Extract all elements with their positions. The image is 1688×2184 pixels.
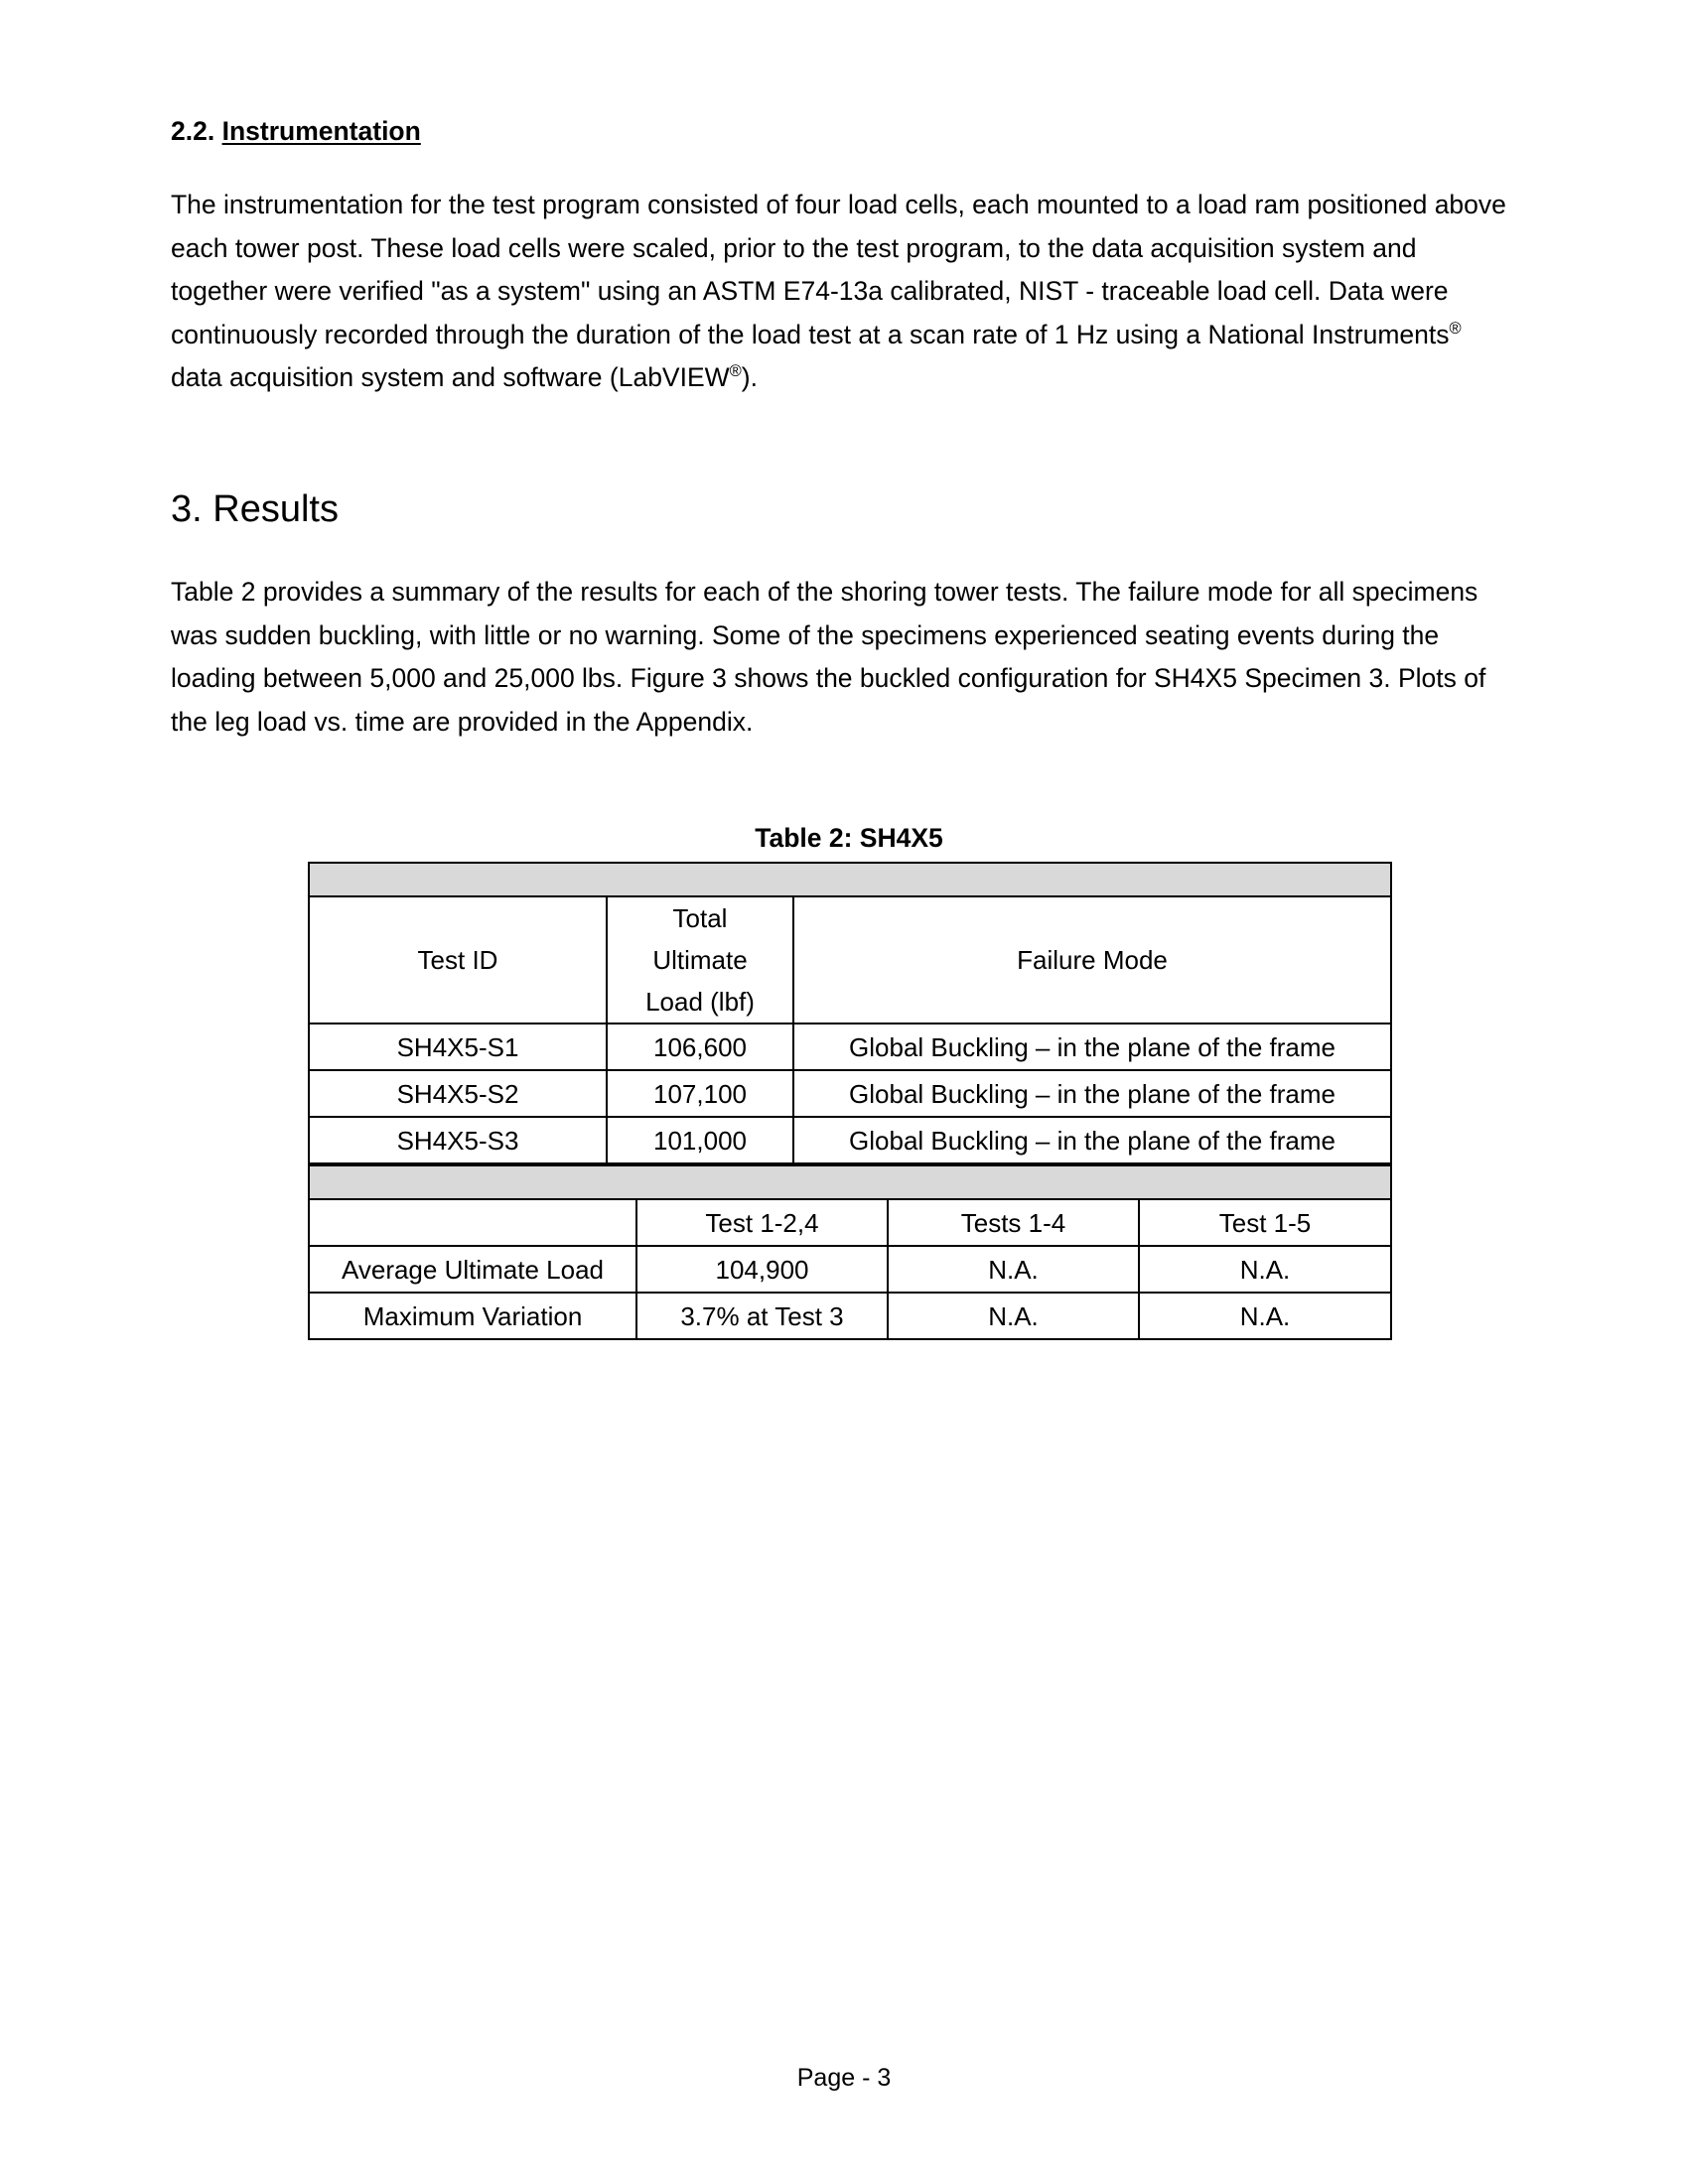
page-footer: Page - 3 <box>796 2064 892 2092</box>
section-heading-2-2 <box>171 0 1517 148</box>
instrumentation-paragraph <box>171 148 1517 400</box>
cell-test-id: SH4X5-S2 <box>309 1070 607 1117</box>
cell-load: 107,100 <box>607 1070 793 1117</box>
table-spacer-row <box>309 863 1391 896</box>
instrumentation-text-part3: ). <box>741 362 758 393</box>
summary-row-label: Maximum Variation <box>309 1293 636 1339</box>
results-table <box>308 862 1392 1164</box>
registered-mark-icon: ® <box>1449 319 1462 338</box>
summary-cell-col-1: 3.7% at Test 3 <box>636 1293 888 1339</box>
summary-cell-col-2: N.A. <box>888 1293 1139 1339</box>
summary-header-blank <box>309 1199 636 1246</box>
registered-mark-icon: ® <box>729 362 742 381</box>
header-test-id: Test ID <box>309 896 607 1024</box>
summary-cell-col-1: 104,900 <box>636 1246 888 1293</box>
table-row <box>309 1024 1391 1070</box>
summary-cell-col-2: N.A. <box>888 1246 1139 1293</box>
header-load-line-3: Load (lbf) <box>645 987 755 1018</box>
table-2-block <box>308 823 1390 1340</box>
table-row <box>309 1117 1391 1163</box>
cell-failure-mode: Global Buckling – in the plane of the frame <box>793 1070 1391 1117</box>
cell-load: 101,000 <box>607 1117 793 1163</box>
summary-cell-col-3: N.A. <box>1139 1293 1391 1339</box>
header-load-line-1: Total <box>672 903 728 934</box>
summary-header-col-3: Test 1-5 <box>1139 1199 1391 1246</box>
instrumentation-text-part2: data acquisition system and software (LabVIEW <box>171 362 730 393</box>
summary-table <box>308 1164 1392 1340</box>
table-caption: Table 2: SH4X5 <box>755 823 943 854</box>
spacer-band <box>309 863 1391 896</box>
section-number: 2.2. <box>171 116 215 146</box>
cell-load: 106,600 <box>607 1024 793 1070</box>
cell-failure-mode: Global Buckling – in the plane of the frame <box>793 1024 1391 1070</box>
summary-header-row <box>309 1199 1391 1246</box>
cell-test-id: SH4X5-S1 <box>309 1024 607 1070</box>
header-failure-mode: Failure Mode <box>793 896 1391 1024</box>
summary-spacer-row <box>309 1165 1391 1199</box>
summary-cell-col-3: N.A. <box>1139 1246 1391 1293</box>
summary-row-label: Average Ultimate Load <box>309 1246 636 1293</box>
summary-header-col-1: Test 1-2,4 <box>636 1199 888 1246</box>
cell-test-id: SH4X5-S3 <box>309 1117 607 1163</box>
header-load-line-2: Ultimate <box>652 945 748 976</box>
spacer-band <box>309 1165 1391 1199</box>
cell-failure-mode: Global Buckling – in the plane of the frame <box>793 1117 1391 1163</box>
section-heading-3: 3. Results <box>171 487 339 530</box>
table-header-row <box>309 896 1391 1024</box>
header-total-ultimate-load <box>607 896 793 1024</box>
table-row <box>309 1070 1391 1117</box>
instrumentation-text-part1: The instrumentation for the test program consisted of four load cells, each mounted to a load ram positioned above each tower post. These load cells were scaled, prior to the test program, to the data acquisition system and together were verified "as a system" using an ASTM E74-13a calibrated, NIST - traceable load cell. Data were continuously recorded through the duration of the load test at a scan rate of 1 Hz using a National Instruments <box>171 190 1506 349</box>
summary-row <box>309 1246 1391 1293</box>
summary-row <box>309 1293 1391 1339</box>
section-title: Instrumentation <box>221 116 421 146</box>
summary-header-col-2: Tests 1-4 <box>888 1199 1139 1246</box>
results-paragraph: Table 2 provides a summary of the results for each of the shoring tower tests. The failure mode for all specimens was sudden buckling, with little or no warning. Some of the specimens experienced seating events during the loading between 5,000 and 25,000 lbs. Figure 3 shows the buckled configuration for SH4X5 Specimen 3. Plots of the leg load vs. time are provided in the Appendix. <box>171 577 1486 737</box>
page-content <box>171 0 1517 1340</box>
